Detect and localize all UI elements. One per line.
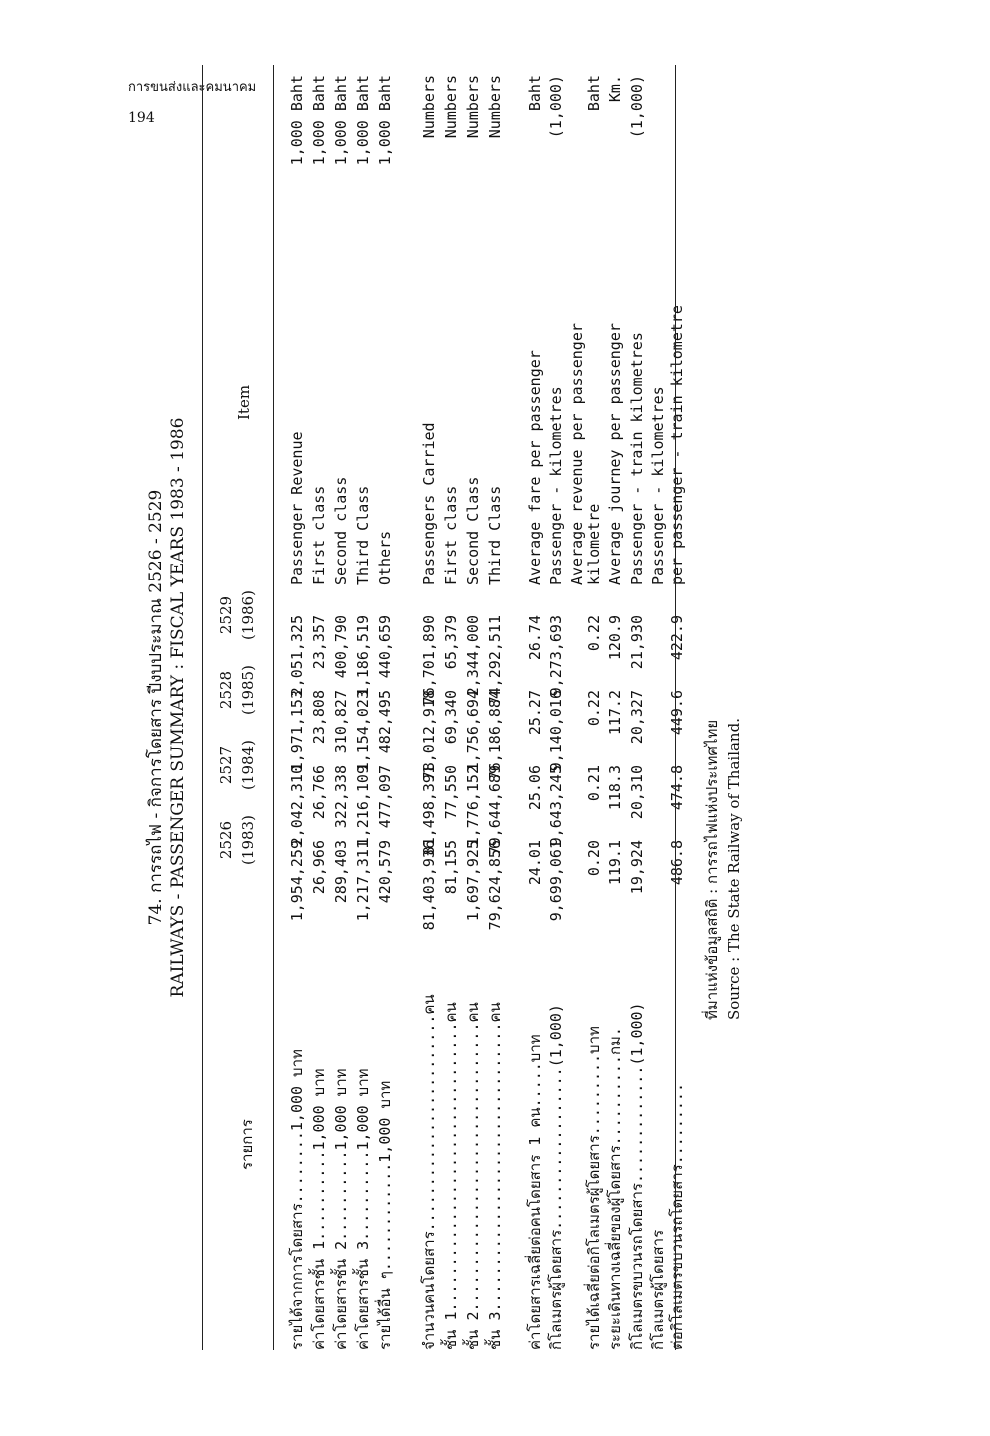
value-cell: 26,766 [310, 765, 328, 820]
year-header-1985: 2528 (1985) [217, 665, 257, 715]
table-row [373, 65, 397, 1350]
header-rule [273, 65, 274, 1350]
table-row [351, 65, 375, 1350]
value-cell: 449.6 [668, 690, 686, 736]
row-label-thai: ค่าโดยสารชั้น 2..........1,000 บาท [332, 1068, 350, 1350]
value-cell: 65,379 [442, 615, 460, 670]
row-unit: (1,000) [628, 75, 646, 139]
source-thai: ที่มาแห่งข้อมูลสถิติ : การรถไฟแห่งประเทศไทย [703, 719, 721, 1020]
row-unit: Numbers [486, 75, 504, 139]
value-cell: 0.22 [585, 690, 603, 727]
value-cell: 1,186,519 [354, 615, 372, 697]
value-cell: 81,498,391 [420, 765, 438, 856]
bottom-rule [675, 65, 676, 1350]
row-label-thai: ชั้น 1................................คน [442, 1002, 460, 1350]
value-cell: 1,971,153 [288, 690, 306, 772]
row-label-thai: ค่าโดยสารชั้น 3..........1,000 บาท [354, 1068, 372, 1350]
value-cell: 120.9 [606, 615, 624, 661]
row-label-english: Passengers Carried [420, 422, 438, 585]
value-cell: 2,051,325 [288, 615, 306, 697]
value-cell: 79,624,856 [486, 840, 504, 931]
value-cell: 20,310 [628, 765, 646, 820]
value-cell: 477,097 [376, 765, 394, 829]
row-label-english: First class [310, 485, 328, 585]
table-row [461, 65, 485, 1350]
row-label-thai: จำนวนคนโดยสาร........................คน [420, 994, 438, 1350]
row-label-english: Passenger - train kilometres [628, 332, 646, 585]
row-label-english: Others [376, 530, 394, 585]
value-cell: 400,790 [332, 615, 350, 679]
table-row [665, 65, 689, 1350]
source-english: Source : The State Railway of Thailand. [725, 718, 743, 1020]
value-cell: 440,659 [376, 615, 394, 679]
row-unit: Numbers [442, 75, 460, 139]
table-row [417, 65, 441, 1350]
value-cell: 25.27 [526, 690, 544, 736]
value-cell: 1,217,311 [354, 840, 372, 922]
title-thai: 74. การรถไฟ - กิจการโดยสาร ปีงบประมาณ 2526 - 2529 [146, 489, 166, 926]
value-cell: 1,776,152 [464, 765, 482, 847]
value-cell: 0.22 [585, 615, 603, 652]
value-cell: 69,340 [442, 690, 460, 745]
rotated-table [145, 65, 845, 1350]
row-label-english: Average fare per passenger [526, 350, 544, 585]
row-label-english: Average journey per passenger [606, 323, 624, 585]
column-header-item: Item [235, 384, 253, 420]
row-label-thai: ค่าโดยสารเฉลี่ยต่อคนโดยสาร 1 คน.....บาท [526, 1034, 544, 1350]
row-label-english: Average revenue per passenger [568, 323, 586, 585]
value-cell: 422.9 [668, 615, 686, 661]
table-title [145, 65, 189, 1350]
row-unit: Numbers [464, 75, 482, 139]
row-label-english: Passenger Revenue [288, 431, 306, 585]
row-label-thai: กิโลเมตรผู้โดยสาร..................(1,000) [547, 1004, 565, 1350]
year-header-1983: 2526 (1983) [217, 815, 257, 865]
row-unit: 1,000 Baht [288, 75, 306, 166]
page-number: 194 [128, 110, 155, 126]
row-label-thai: ระยะเดินทางเฉลี่ยของผู้โดยสาร..........กม. [606, 1027, 624, 1350]
value-cell: 19,924 [628, 840, 646, 895]
top-rule [202, 65, 203, 1350]
value-cell: 0.21 [585, 765, 603, 802]
table-row [285, 65, 309, 1350]
row-unit: Baht [585, 75, 603, 112]
value-cell: 25.06 [526, 765, 544, 811]
value-cell: 1,697,925 [464, 840, 482, 922]
value-cell: 2,042,310 [288, 765, 306, 847]
row-label-english: Passenger - kilometres [649, 386, 667, 585]
row-label-thai: ค่าโดยสารชั้น 1..........1,000 บาท [310, 1068, 328, 1350]
row-label-thai: กิโลเมตรผู้โดยสาร [649, 1229, 667, 1350]
value-cell: 20,327 [628, 690, 646, 745]
value-cell: 1,756,694 [464, 690, 482, 772]
row-label-thai: รายได้อื่น ๆ............1,000 บาท [376, 1080, 394, 1350]
value-cell: 420,579 [376, 840, 394, 904]
table-row [483, 65, 507, 1350]
row-unit: 1,000 Baht [332, 75, 350, 166]
row-label-thai: กิโลเมตรขบวนรถโดยสาร.............(1,000) [628, 1002, 646, 1350]
value-cell: 21,930 [628, 615, 646, 670]
value-cell: 117.2 [606, 690, 624, 736]
row-unit: 1,000 Baht [376, 75, 394, 166]
row-label-english: Passenger - kilometres [547, 386, 565, 585]
value-cell: 81,403,936 [420, 840, 438, 931]
value-cell: 26.74 [526, 615, 544, 661]
value-cell: 482,495 [376, 690, 394, 754]
value-cell: 486.8 [668, 840, 686, 886]
value-cell: 23,808 [310, 690, 328, 745]
title-english: RAILWAYS - PASSENGER SUMMARY : FISCAL YEARS 1983 - 1986 [168, 417, 188, 998]
row-label-english: Third Class [354, 485, 372, 585]
value-cell: 76,186,884 [486, 690, 504, 781]
table-row [307, 65, 331, 1350]
row-label-thai: ชั้น 3................................คน [486, 1002, 504, 1350]
row-unit: Numbers [420, 75, 438, 139]
column-header-thai: รายการ [238, 1119, 256, 1170]
table-row [329, 65, 353, 1350]
value-cell: 1,954,259 [288, 840, 306, 922]
value-cell: 26,966 [310, 840, 328, 895]
value-cell: 0.20 [585, 840, 603, 877]
value-cell: 118.3 [606, 765, 624, 811]
row-label-english: per passenger - train kilometre [668, 305, 686, 585]
section-header: การขนส่งและคมนาคม [128, 80, 257, 95]
value-cell: 2,344,000 [464, 615, 482, 697]
value-cell: 77,550 [442, 765, 460, 820]
row-unit: 1,000 Baht [310, 75, 328, 166]
value-cell: 119.1 [606, 840, 624, 886]
row-label-english: Second Class [464, 476, 482, 585]
row-label-thai: ต่อกิโลเมตรขบวนรถโดยสาร......... [668, 1083, 686, 1350]
value-cell: 1,154,023 [354, 690, 372, 772]
year-header-1986: 2529 (1986) [217, 590, 257, 640]
row-unit: (1,000) [547, 75, 565, 139]
value-cell: 310,827 [332, 690, 350, 754]
value-cell: 74,292,511 [486, 615, 504, 706]
value-cell: 474.8 [668, 765, 686, 811]
value-cell: 9,140,016 [547, 690, 565, 772]
row-label-english: First class [442, 485, 460, 585]
year-header-1984: 2527 (1984) [217, 740, 257, 790]
row-label-thai: รายได้จากการโดยสาร........1,000 บาท [288, 1049, 306, 1350]
value-cell: 81,155 [442, 840, 460, 895]
row-label-thai: ชั้น 2................................คน [464, 1002, 482, 1350]
value-cell: 9,643,245 [547, 765, 565, 847]
row-unit: 1,000 Baht [354, 75, 372, 166]
value-cell: 78,012,918 [420, 690, 438, 781]
value-cell: 23,357 [310, 615, 328, 670]
value-cell: 1,216,109 [354, 765, 372, 847]
table-row [603, 65, 627, 1350]
row-label-english: kilometre [585, 503, 603, 585]
value-cell: 289,403 [332, 840, 350, 904]
value-cell: 79,644,689 [486, 765, 504, 856]
value-cell: 322,338 [332, 765, 350, 829]
row-label-english: Second class [332, 476, 350, 585]
row-unit: Km. [606, 75, 624, 103]
value-cell: 24.01 [526, 840, 544, 886]
row-unit: Baht [526, 75, 544, 112]
table-row [439, 65, 463, 1350]
row-label-english: Third Class [486, 485, 504, 585]
row-label-thai: รายได้เฉลี่ยต่อกิโลเมตรผู้โดยสาร.........บาท [585, 1026, 603, 1350]
value-cell: 9,699,061 [547, 840, 565, 922]
value-cell: 76,701,890 [420, 615, 438, 706]
value-cell: 9,273,693 [547, 615, 565, 697]
